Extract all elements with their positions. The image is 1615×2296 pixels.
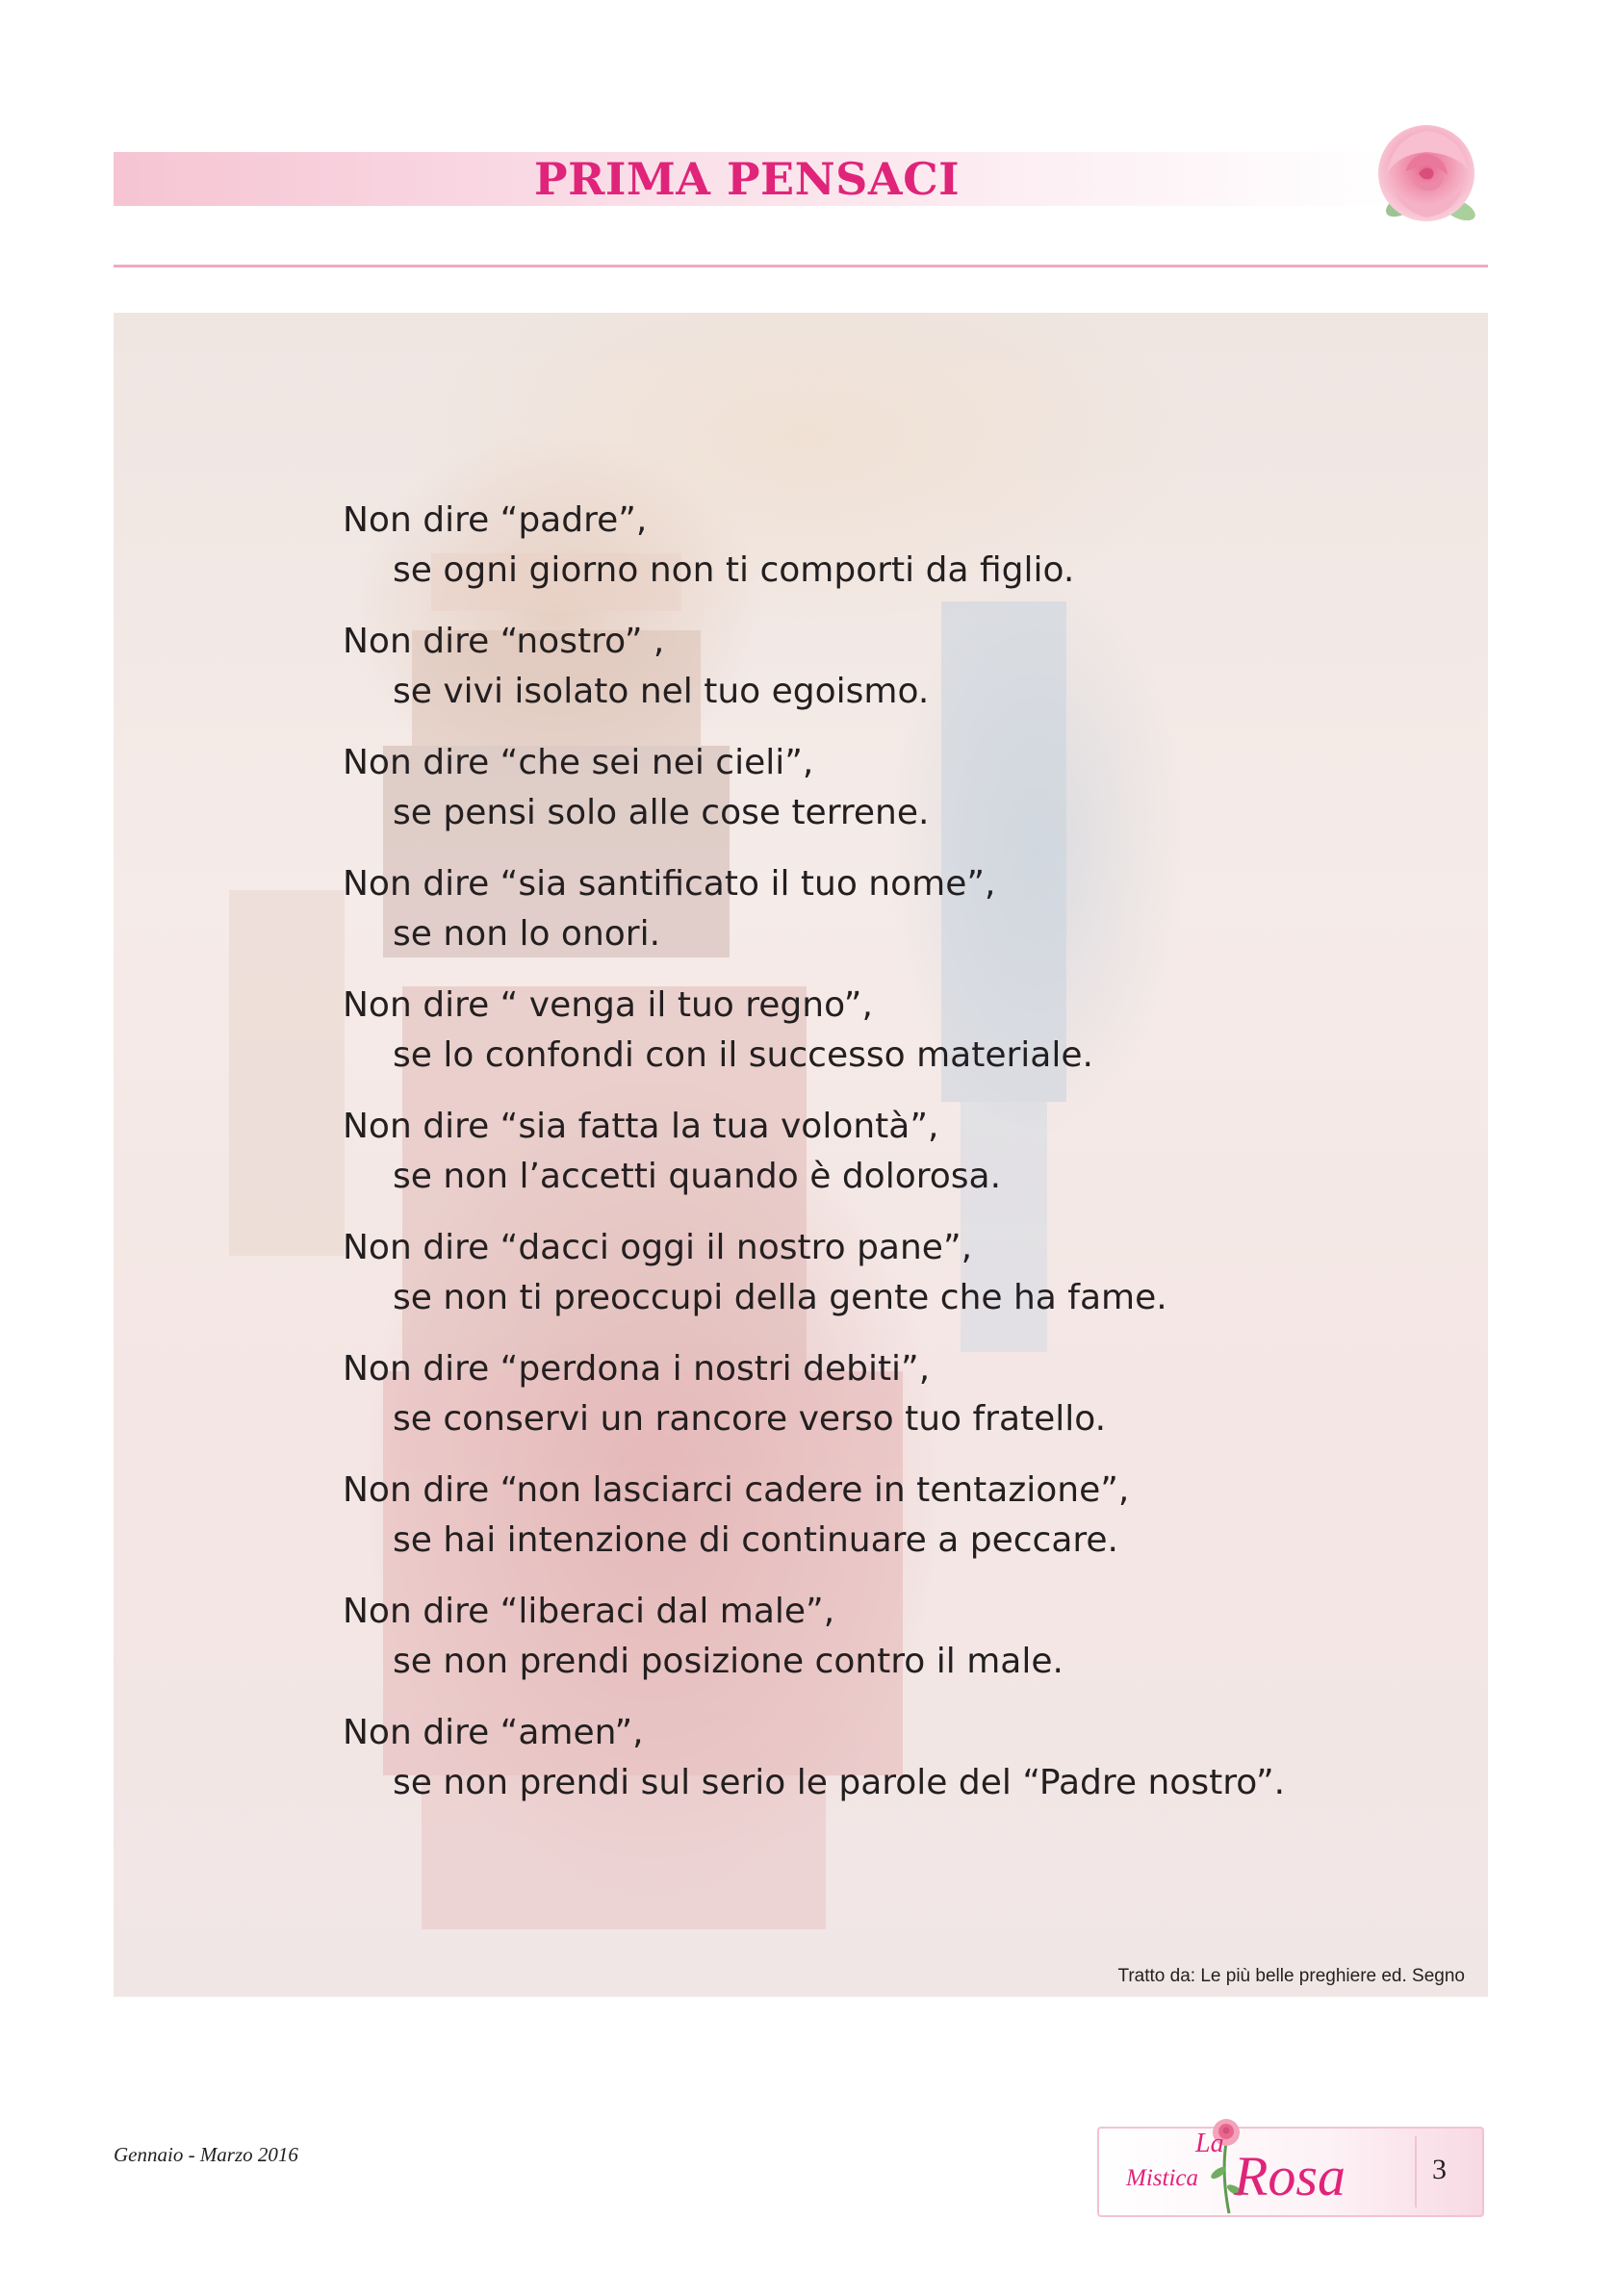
logo-word-rosa: Rosa [1234, 2145, 1346, 2207]
header-divider [114, 265, 1488, 268]
stanza-line-indented: se non lo onori. [393, 914, 661, 954]
logo-word-la: La [1195, 2129, 1224, 2158]
issue-date: Gennaio - Marzo 2016 [114, 2143, 298, 2166]
logo-divider [1415, 2136, 1417, 2207]
rose-icon [1365, 115, 1486, 237]
stanza-line-indented: se non ti preoccupi della gente che ha fame. [393, 1278, 1167, 1317]
stanza [343, 738, 1449, 838]
stanza-line-indented: se vivi isolato nel tuo egoismo. [393, 672, 930, 711]
stanza-line: Non dire “amen”, [343, 1713, 644, 1752]
magazine-logo [1097, 2127, 1484, 2217]
stanza-line: Non dire “dacci oggi il nostro pane”, [343, 1228, 973, 1267]
stanza-line: Non dire “sia santificato il tuo nome”, [343, 864, 996, 904]
prayer-panel [114, 313, 1488, 1997]
stanza-line: Non dire “perdona i nostri debiti”, [343, 1349, 931, 1389]
stanza-line: Non dire “che sei nei cieli”, [343, 743, 814, 782]
stanza [343, 496, 1449, 596]
stanza-line-indented: se non prendi sul serio le parole del “Padre nostro”. [393, 1763, 1286, 1802]
stanza-line: Non dire “ venga il tuo regno”, [343, 985, 873, 1025]
stanza-line-indented: se ogni giorno non ti comporti da figlio. [393, 550, 1075, 590]
prayer-text [343, 496, 1449, 1829]
logo-word-mistica: Mistica [1126, 2165, 1198, 2191]
stanza-line-indented: se pensi solo alle cose terrene. [393, 793, 930, 832]
stanza [343, 1344, 1449, 1444]
stanza [343, 1466, 1449, 1566]
stanza-line: Non dire “non lasciarci cadere in tentazione”, [343, 1470, 1130, 1510]
stanza [343, 1102, 1449, 1202]
stanza [343, 1708, 1449, 1808]
stanza-line-indented: se lo confondi con il successo materiale. [393, 1035, 1093, 1075]
page-title: PRIMA PENSACI [534, 153, 961, 205]
page-number: 3 [1432, 2154, 1447, 2185]
stanza-line-indented: se hai intenzione di continuare a peccare. [393, 1520, 1118, 1560]
stanza-line: Non dire “liberaci dal male”, [343, 1592, 835, 1631]
stanza [343, 1223, 1449, 1323]
stanza [343, 1587, 1449, 1687]
stanza-line-indented: se conservi un rancore verso tuo fratello. [393, 1399, 1107, 1439]
stanza-line-indented: se non prendi posizione contro il male. [393, 1642, 1064, 1681]
stanza [343, 981, 1449, 1081]
stanza-line: Non dire “sia fatta la tua volontà”, [343, 1107, 939, 1146]
stanza-line-indented: se non l’accetti quando è dolorosa. [393, 1157, 1002, 1196]
stanza [343, 617, 1449, 717]
stanza-line: Non dire “padre”, [343, 500, 648, 540]
source-citation: Tratto da: Le più belle preghiere ed. Segno [1117, 1966, 1465, 1986]
stanza [343, 859, 1449, 959]
stanza-line: Non dire “nostro” , [343, 622, 665, 661]
